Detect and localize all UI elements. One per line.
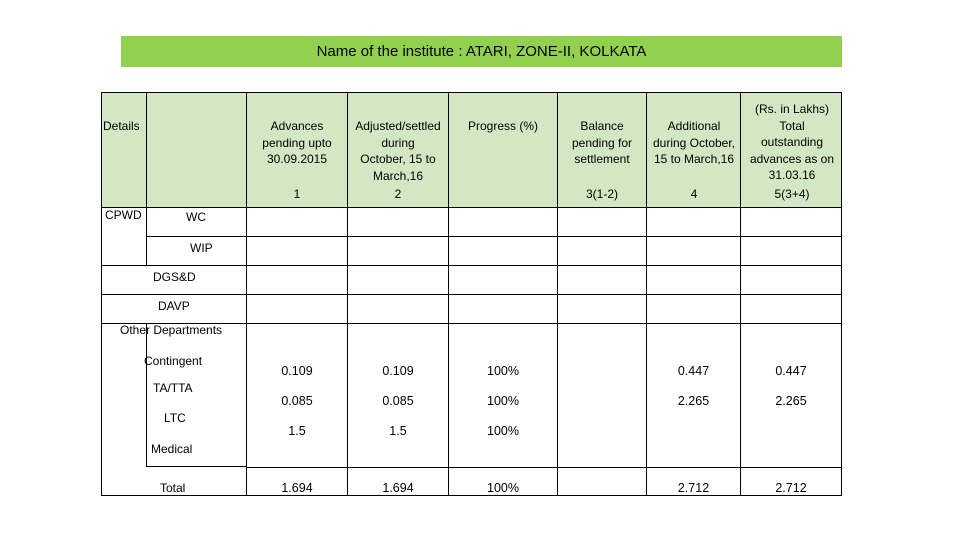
body-col-progress: [448, 207, 558, 496]
body-col-adjusted: [347, 207, 449, 496]
tata-total: 2.265: [775, 394, 807, 408]
total-total: 2.712: [775, 481, 807, 495]
header-adjusted: Adjusted/settled during October, 15 to March,16: [355, 119, 441, 183]
label-other: Other Departments: [120, 323, 223, 337]
body-col-balance: [557, 207, 647, 496]
contingent-progress: 100%: [487, 364, 519, 378]
row-line: [246, 294, 842, 295]
contingent-additional: 0.447: [677, 364, 710, 378]
colnum-balance: 3(1-2): [585, 187, 618, 201]
header-advances: Advances pending upto 30.09.2015: [262, 119, 332, 166]
tata-progress: 100%: [487, 394, 519, 408]
ltc-advances: 1.5: [288, 424, 306, 438]
label-cpwd: CPWD: [105, 208, 142, 222]
header-balance: Balance pending for settlement: [571, 119, 633, 166]
label-davp: DAVP: [158, 299, 190, 313]
tata-adjusted: 0.085: [382, 394, 414, 408]
header-total: (Rs. in Lakhs) Total outstanding advances as on 31.03.16: [749, 102, 835, 182]
colnum-additional: 4: [690, 187, 698, 201]
header-progress: Progress (%): [467, 119, 538, 133]
total-progress: 100%: [487, 481, 519, 495]
tata-advances: 0.085: [281, 394, 313, 408]
label-medical: Medical: [151, 442, 193, 456]
header-blank-cell: [146, 92, 247, 208]
institute-title: Name of the institute : ATARI, ZONE-II, KOLKATA: [316, 43, 647, 60]
label-contingent: Contingent: [144, 354, 203, 368]
row-line: [246, 467, 842, 468]
total-advances: 1.694: [281, 481, 313, 495]
label-wip: WIP: [190, 241, 213, 255]
label-dgsd: DGS&D: [153, 270, 196, 284]
label-total: Total: [160, 481, 186, 495]
colnum-adjusted: 2: [394, 187, 402, 201]
contingent-adjusted: 0.109: [382, 364, 414, 378]
body-col-advances: [246, 207, 348, 496]
label-ltc: LTC: [164, 411, 186, 425]
header-details-cell: [101, 92, 147, 208]
ltc-adjusted: 1.5: [389, 424, 407, 438]
label-wc: WC: [186, 210, 206, 224]
row-line: [246, 236, 842, 237]
header-additional: Additional during October, 15 to March,16: [652, 119, 736, 166]
total-additional: 2.712: [677, 481, 710, 495]
body-col-additional: [646, 207, 741, 496]
contingent-advances: 0.109: [281, 364, 313, 378]
contingent-total: 0.447: [775, 364, 807, 378]
row-line: [246, 323, 842, 324]
body-col-total: [740, 207, 842, 496]
tata-additional: 2.265: [677, 394, 710, 408]
row-line: [246, 265, 842, 266]
colnum-total: 5(3+4): [774, 187, 810, 201]
total-adjusted: 1.694: [382, 481, 414, 495]
header-progress-cell: [448, 92, 558, 208]
ltc-progress: 100%: [487, 424, 519, 438]
label-tata: TA/TTA: [153, 381, 193, 395]
colnum-advances: 1: [293, 187, 301, 201]
header-details: Details: [103, 119, 140, 133]
